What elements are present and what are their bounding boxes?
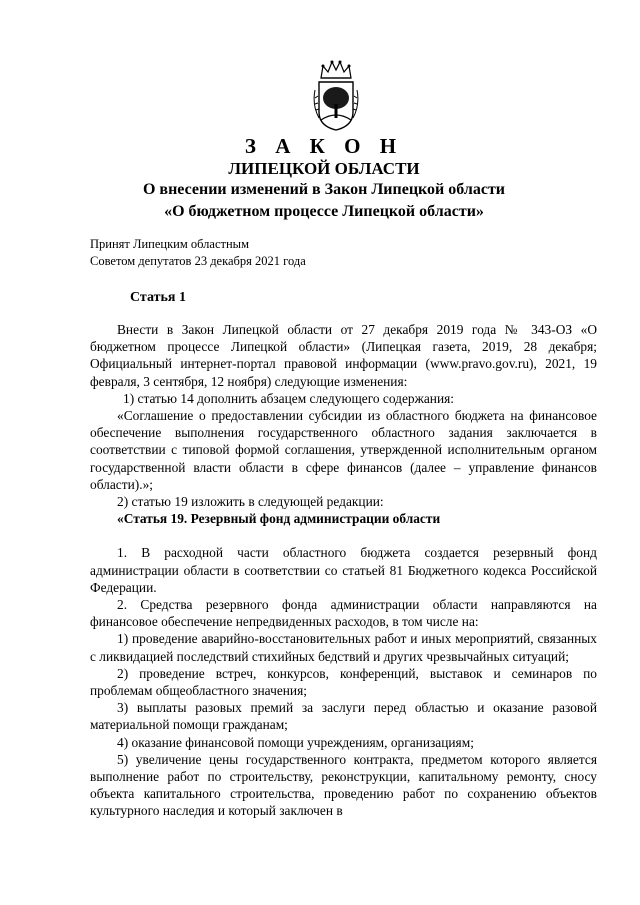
article-19-heading: «Статья 19. Резервный фонд администрации области [117,511,441,527]
region-title: ЛИПЕЦКОЙ ОБЛАСТИ [228,159,420,178]
paragraph: 1. В расходной части областного бюджета создается резервный фонд администрации области в соответствии со статьей 81 Бюджетного кодекса Российской Федерации. [90,545,597,595]
law-subtitle-line2: «О бюджетном процессе Липецкой области» [164,203,484,220]
coat-of-arms-icon [313,60,359,132]
paragraph: 1) статью 14 дополнить абзацем следующего содержания: [123,390,455,406]
paragraph: 5) увеличение цены государственного контракта, предметом которого является выполнение работ по строительству, реконструкции, капитальному ремонту, сносу объекта капитального строительства, проведению работ по сохранению объектов культурного наследия и который заключен в [90,751,597,819]
law-subtitle-line1: О внесении изменений в Закон Липецкой области [142,181,506,198]
article-body [90,321,597,820]
paragraph: 2. Средства резервного фонда администрации области направляются на финансовое обеспечение непредвиденных расходов, в том числе на: [90,597,597,630]
adoption-note [90,236,306,270]
paragraph: 2) проведение встреч, конкурсов, конференций, выставок и семинаров по проблемам общеобластного значения; [90,665,597,699]
article-heading: Статья 1 [130,290,186,305]
document-type-title: З А К О Н [244,134,404,158]
adoption-line-2: Советом депутатов 23 декабря 2021 года [90,254,306,268]
spacer [90,527,597,544]
paragraph: 1) проведение аварийно-восстановительных работ и иных мероприятий, связанных с ликвидацией последствий стихийных бедствий и других чрезвычайных ситуаций; [90,631,597,664]
adoption-line-1: Принят Липецким областным [90,237,249,251]
paragraph: 3) выплаты разовых премий за заслуги перед областью и оказание разовой материальной помощи гражданам; [90,700,597,733]
paragraph: 4) оказание финансовой помощи учреждениям, организациям; [117,734,474,750]
paragraph: Внести в Закон Липецкой области от 27 декабря 2019 года № 343-ОЗ «О бюджетном процессе Липецкой области» (Липецкая газета, 2019, 28 декабря; Официальный интернет-портал правовой информации (www.pravo.gov.ru), 2021, 19 февраля, 3 сентября, 12 ноября) следующие изменения: [90,322,597,389]
paragraph: «Соглашение о предоставлении субсидии из областного бюджета на финансовое обеспечение выполнения государственного областного задания заключается в соответствии с типовой формой соглашения, утвержденной исполнительным органом государственной власти области в сфере финансов (далее – управление финансов области).»; [90,408,597,492]
paragraph: 2) статью 19 изложить в следующей редакции: [117,494,384,510]
